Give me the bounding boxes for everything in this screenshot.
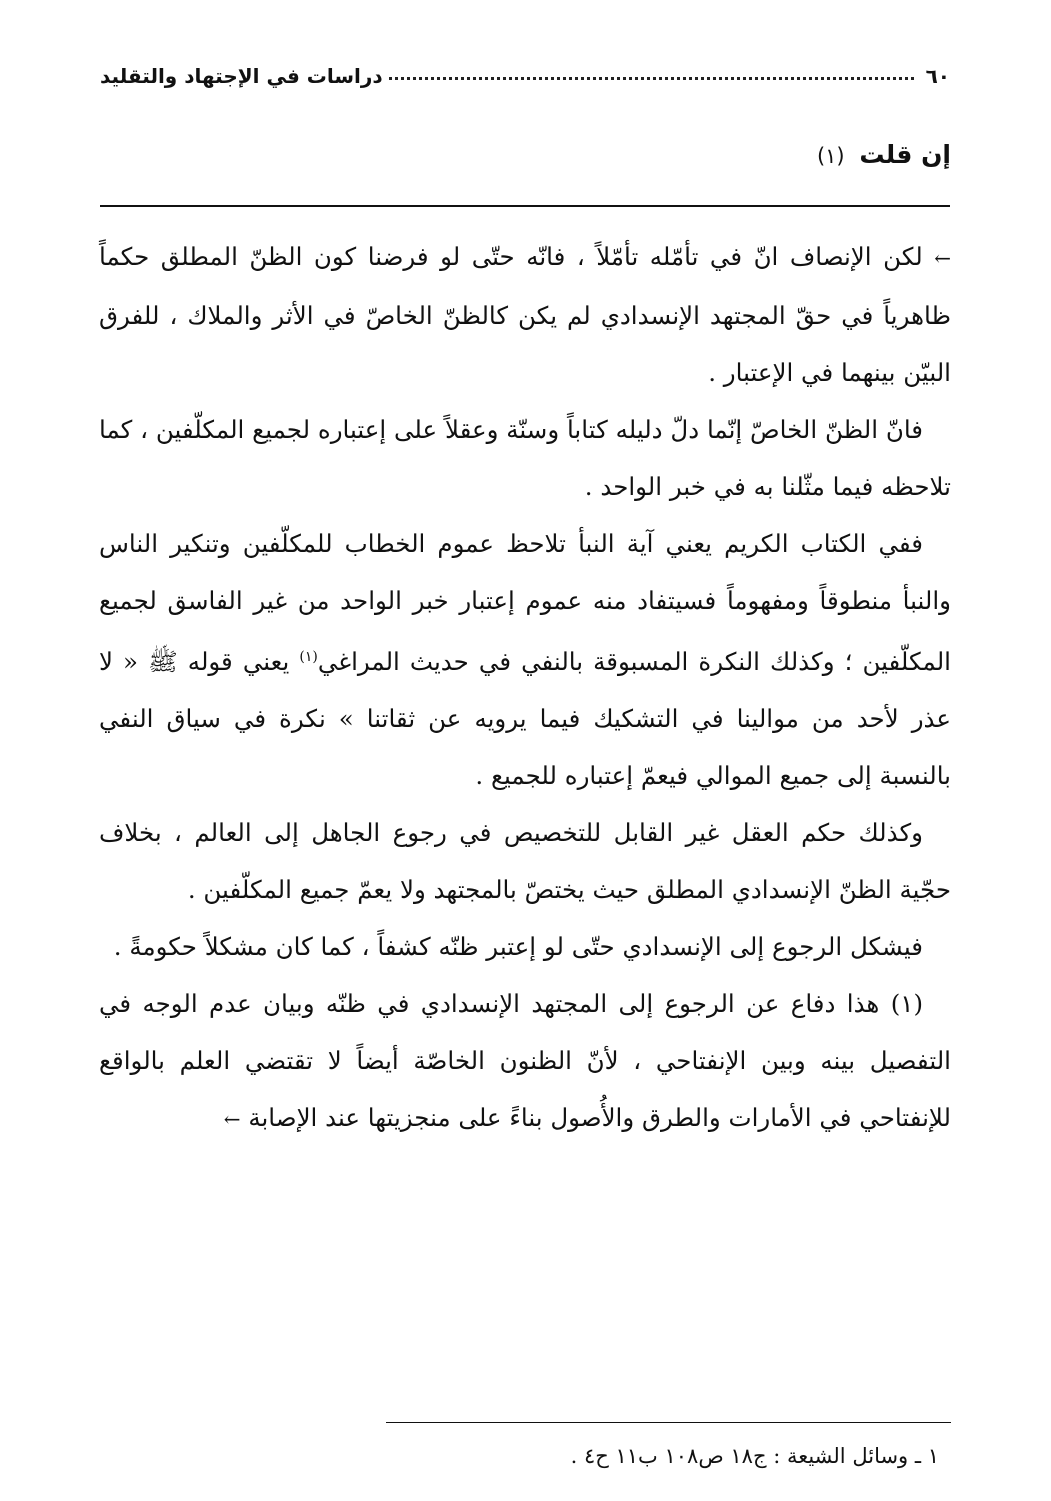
commentary-note — [99, 975, 951, 1148]
paragraph-1-text: لكن الإنصاف انّ في تأمّله تأمّلاً ، فانّه حتّى لو فرضنا كون الظنّ المطلق حكماً ظاهرياً في حقّ المجتهد الإنسدادي لم يكن كالظنّ الخاصّ في الأثر والملاك ، للفرق البيّن بينهما في الإعتبار . — [99, 242, 951, 387]
body-text — [99, 228, 951, 1148]
section-title: إن قلت — [859, 140, 951, 169]
continues-arrow-icon: ← — [223, 1107, 241, 1132]
paragraph-2: فانّ الظنّ الخاصّ إنّما دلّ دليله كتاباً وسنّة وعقلاً على إعتباره لجميع المكلّفين ، كما تلاحظه فيما مثّلنا به في خبر الواحد . — [99, 415, 951, 501]
heading-rule — [100, 205, 950, 207]
footnote-rule — [386, 1422, 951, 1423]
section-heading — [817, 140, 951, 169]
paragraph-3-tail: يعني قوله ﷺ « لا عذر لأحد من موالينا في التشكيك فيما يرويه عن ثقاتنا » نكرة في سياق النفي بالنسبة إلى جميع الموالي فيعمّ إعتباره للجميع . — [99, 647, 951, 791]
paragraph-3-text: ففي الكتاب الكريم يعني آية النبأ تلاحظ عموم الخطاب للمكلّفين وتنكير الناس والنبأ منطوقاً ومفهوماً فسيتفاد منه عموم إعتبار خبر الواحد من غير الفاسق لجميع المكلّفين ؛ وكذلك النكرة المسبوقة بالنفي في حديث المراغي — [99, 529, 951, 677]
paragraph-4: وكذلك حكم العقل غير القابل للتخصيص في رجوع الجاهل إلى العالم ، بخلاف حجّية الظنّ الإنسدادي المطلق حيث يختصّ بالمجتهد ولا يعمّ جميع المكلّفين . — [99, 818, 951, 905]
paragraph-5: فيشكل الرجوع إلى الإنسدادي حتّى لو إعتبر ظنّه كشفاً ، كما كان مشكلاً حكومةً . — [113, 932, 923, 962]
paragraph-1 — [99, 228, 951, 401]
footnote: ١ ـ وسائل الشيعة : ج١٨ ص١٠٨ ب١١ ح٤ . — [570, 1444, 939, 1468]
page-number: ٦٠ — [925, 64, 950, 88]
section-note-ref: (١) — [816, 144, 845, 168]
paragraph-3 — [99, 515, 951, 804]
continued-arrow-icon: ← — [934, 246, 951, 270]
running-header — [100, 56, 950, 96]
book-title: دراسات في الإجتهاد والتقليد — [100, 64, 383, 88]
leader-dots — [389, 67, 914, 80]
footnote-ref: (١) — [299, 649, 318, 665]
commentary-text: (١) هذا دفاع عن الرجوع إلى المجتهد الإنسدادي في ظنّه وبيان عدم الوجه في التفصيل بينه وبين الإنفتاحي ، لأنّ الظنون الخاصّة أيضاً لا تقتضي العلم بالواقع للإنفتاحي في الأمارات والطرق والأُصول بناءً على منجزيتها عند الإصابة — [99, 989, 951, 1133]
